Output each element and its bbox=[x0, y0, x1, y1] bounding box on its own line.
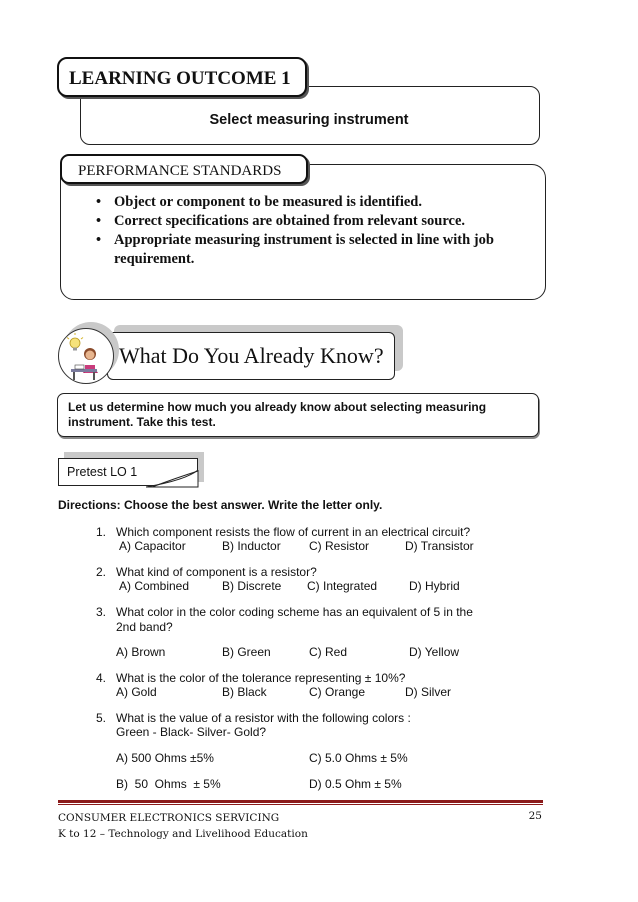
performance-standards-label: PERFORMANCE STANDARDS bbox=[60, 154, 308, 184]
question-number: 1. bbox=[96, 525, 107, 539]
option: C) Red bbox=[309, 645, 348, 659]
question-text: What color in the color coding scheme has an equivalent of 5 in the 2nd band? bbox=[116, 605, 473, 634]
question-text-line2: Green - Black- Silver- Gold? bbox=[116, 725, 267, 739]
footer-course: CONSUMER ELECTRONICS SERVICING bbox=[58, 812, 280, 824]
performance-standards-list bbox=[92, 193, 512, 269]
learning-outcome-label: LEARNING OUTCOME 1 bbox=[57, 57, 307, 97]
option: D) Transistor bbox=[405, 539, 474, 553]
learning-outcome-title: Select measuring instrument bbox=[209, 112, 409, 128]
page-curl-icon bbox=[146, 470, 200, 488]
option: A) Capacitor bbox=[119, 539, 186, 553]
intro-box: Let us determine how much you already know about selecting measuring instrument. Take this test. bbox=[57, 393, 539, 437]
option: D) Yellow bbox=[409, 645, 460, 659]
directions: Directions: Choose the best answer. Write the letter only. bbox=[58, 498, 383, 512]
option: A) Brown bbox=[116, 645, 166, 659]
student-thinking-icon bbox=[58, 328, 114, 384]
option: C) Orange bbox=[309, 685, 366, 699]
question-number: 2. bbox=[96, 565, 107, 579]
footer-program: K to 12 – Technology and Livelihood Education bbox=[58, 828, 308, 840]
option: A) Gold bbox=[116, 685, 157, 699]
list-item: • Object or component to be measured is identified. bbox=[96, 194, 422, 210]
list-item: • Appropriate measuring instrument is selected in line with job requirement. bbox=[96, 232, 494, 267]
option: A) 500 Ohms ±5% bbox=[116, 751, 214, 765]
option: B) 50 Ohms ± 5% bbox=[116, 777, 221, 791]
question-text: Which component resists the flow of current in an electrical circuit? bbox=[116, 525, 471, 539]
option: B) Black bbox=[222, 685, 267, 699]
question-text: What kind of component is a resistor? bbox=[116, 565, 317, 579]
option: A) Combined bbox=[119, 579, 190, 593]
option: D) Silver bbox=[405, 685, 452, 699]
option: B) Discrete bbox=[222, 579, 282, 593]
option: C) Integrated bbox=[307, 579, 378, 593]
option: D) 0.5 Ohm ± 5% bbox=[309, 777, 402, 791]
option: B) Inductor bbox=[222, 539, 281, 553]
pretest-label: Pretest LO 1 bbox=[58, 458, 198, 486]
page-number: 25 bbox=[528, 810, 542, 822]
option: D) Hybrid bbox=[409, 579, 460, 593]
question-text: What is the value of a resistor with the following colors : bbox=[116, 711, 411, 725]
footer-rule-thin bbox=[58, 804, 543, 805]
question-number: 4. bbox=[96, 671, 107, 685]
footer-rule bbox=[58, 800, 543, 803]
know-title: What Do You Already Know? bbox=[107, 332, 395, 380]
question-text: What is the color of the tolerance representing ± 10%? bbox=[116, 671, 406, 685]
option: B) Green bbox=[222, 645, 271, 659]
question-number: 5. bbox=[96, 711, 107, 725]
list-item: • Correct specifications are obtained from relevant source. bbox=[96, 213, 466, 229]
option: C) 5.0 Ohms ± 5% bbox=[309, 751, 408, 765]
question-number: 3. bbox=[96, 605, 107, 619]
footer-text bbox=[58, 810, 308, 842]
option: C) Resistor bbox=[309, 539, 370, 553]
